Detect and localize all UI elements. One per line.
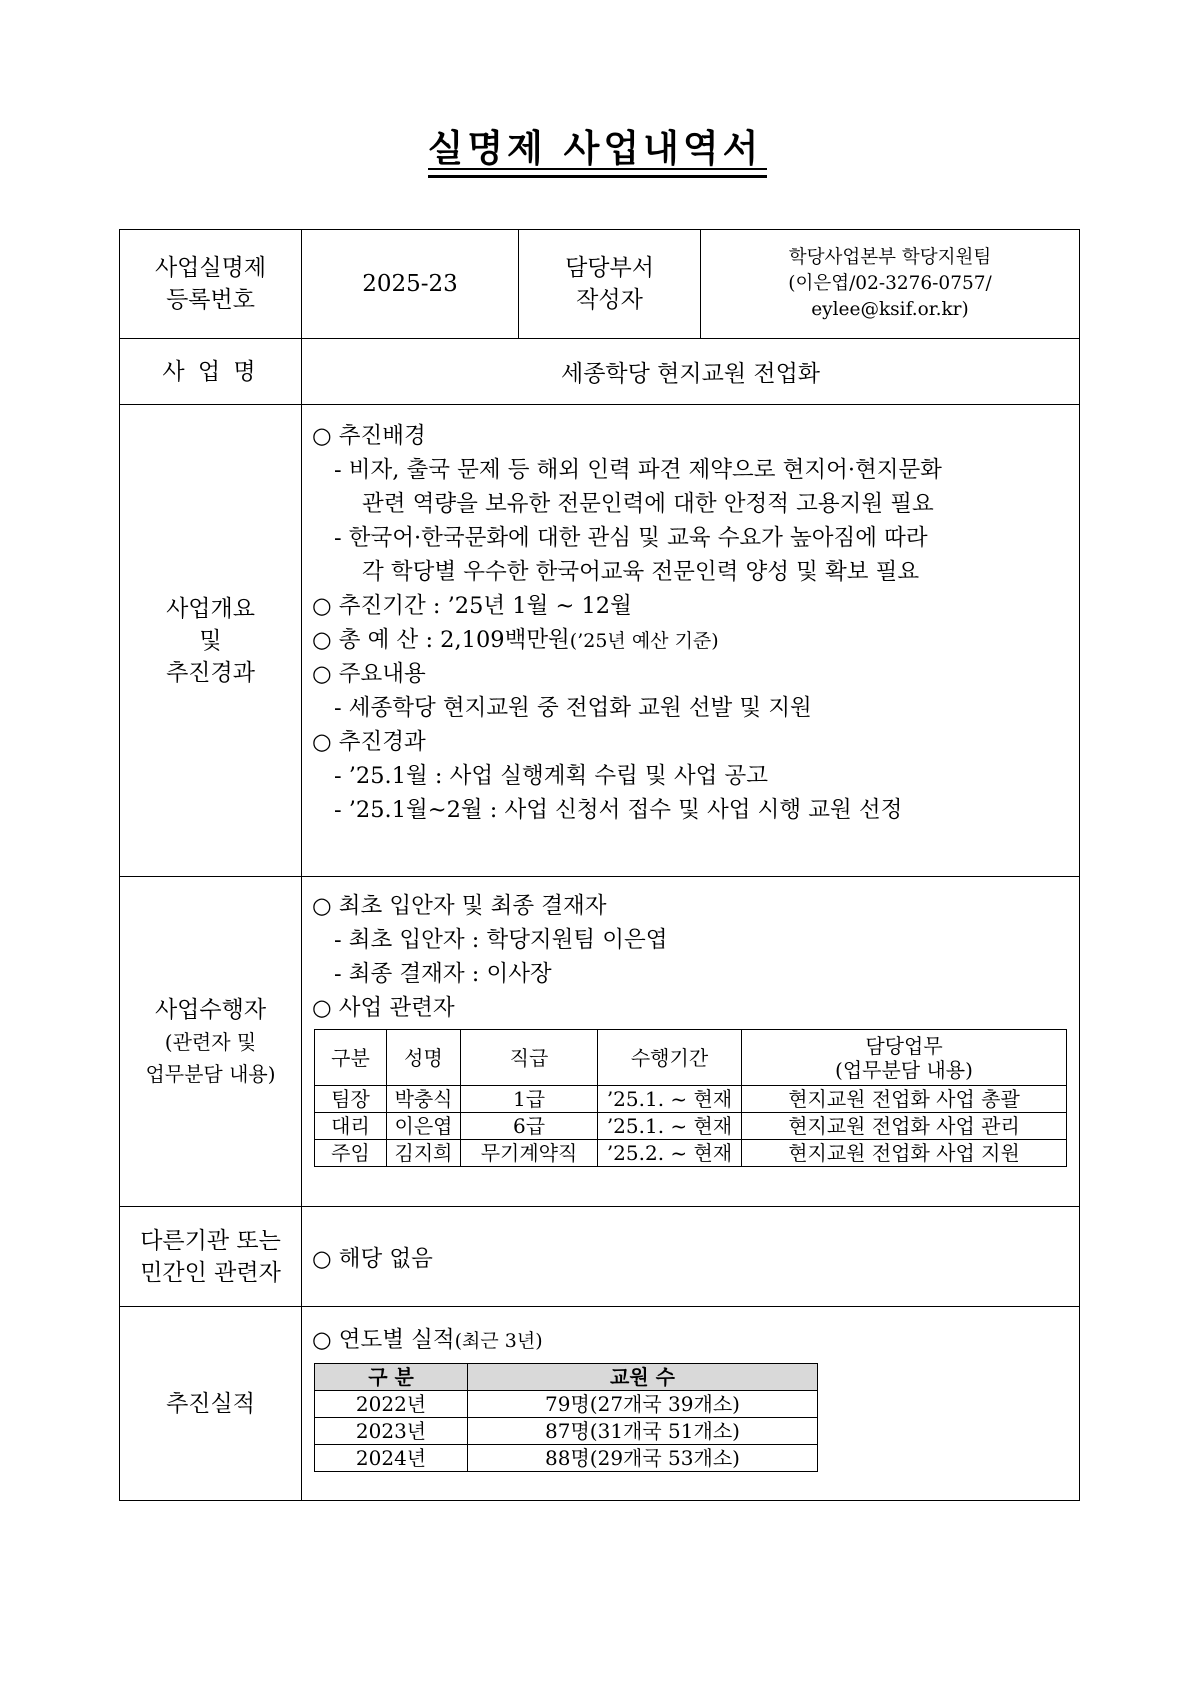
page-title: 실명제 사업내역서: [427, 127, 763, 170]
department-line-2: (이은엽/02-3276-0757/: [788, 273, 992, 294]
table-cell: 주임: [315, 1140, 387, 1167]
performer-label-cell: [120, 877, 302, 1207]
overview-label-cell: [120, 405, 302, 877]
table-row: [315, 1391, 818, 1418]
performer-label-2: (관련자 및: [164, 1029, 257, 1054]
table-cell: 대리: [315, 1113, 387, 1140]
department-line-1: 학당사업본부 학당지원팀: [788, 247, 992, 268]
table-cell: 79명(27개국 39개소): [468, 1391, 818, 1418]
department-info-cell: [701, 230, 1080, 339]
title-underline-thick: [428, 175, 767, 178]
overview-line: ○ 추진기간 : ’25년 1월 ~ 12월: [312, 593, 632, 619]
overview-line: - 비자, 출국 문제 등 해외 인력 파견 제약으로 현지어·현지문화: [334, 457, 942, 483]
department-label-cell: [519, 230, 701, 339]
overview-line: ○ 추진경과: [312, 729, 426, 755]
staff-header: 구분: [315, 1030, 387, 1086]
table-cell: 1급: [461, 1086, 598, 1113]
staff-header: 성명: [387, 1030, 461, 1086]
registration-label-2: 등록번호: [166, 287, 255, 313]
table-row: [315, 1086, 1067, 1113]
overview-budget-note: (’25년 예산 기준): [569, 630, 719, 652]
overview-line: 각 학당별 우수한 한국어교육 전문인력 양성 및 확보 필요: [362, 559, 920, 585]
table-cell: 2022년: [315, 1391, 468, 1418]
overview-label-3: 추진경과: [166, 659, 255, 686]
overview-budget-line: [312, 623, 1069, 657]
other-label-2: 민간인 관련자: [140, 1259, 281, 1286]
results-label: 추진실적: [120, 1307, 302, 1501]
overview-line: - 한국어·한국문화에 대한 관심 및 교육 수요가 높아짐에 따라: [334, 525, 928, 551]
overview-line: 관련 역량을 보유한 전문인력에 대한 안정적 고용지원 필요: [362, 491, 934, 517]
results-table: [314, 1363, 818, 1472]
performer-content: [302, 877, 1080, 1207]
results-content: [302, 1307, 1080, 1501]
performer-label-3: 업무분담 내용): [145, 1061, 276, 1086]
overview-label-1: 사업개요: [166, 595, 255, 622]
department-line-3: eylee@ksif.or.kr): [811, 299, 969, 320]
project-name: 세종학당 현지교원 전업화: [302, 339, 1080, 405]
table-cell: 2024년: [315, 1445, 468, 1472]
overview-label-2: 및: [199, 627, 222, 654]
performer-line: - 최종 결재자 : 이사장: [334, 961, 552, 987]
table-cell: 무기계약직: [461, 1140, 598, 1167]
table-cell: ’25.2. ~ 현재: [598, 1140, 742, 1167]
other-label-1: 다른기관 또는: [140, 1227, 281, 1254]
performer-label-1: 사업수행자: [154, 996, 267, 1023]
table-row: [315, 1140, 1067, 1167]
results-heading-note: (최근 3년): [454, 1330, 543, 1352]
results-header: 구 분: [315, 1364, 468, 1391]
performer-line: ○ 최초 입안자 및 최종 결재자: [312, 893, 607, 919]
table-row: [315, 1113, 1067, 1140]
results-header: 교원 수: [468, 1364, 818, 1391]
results-heading: ○ 연도별 실적: [312, 1327, 455, 1353]
staff-table-header-row: [315, 1030, 1067, 1086]
department-label-2: 작성자: [576, 287, 643, 313]
overview-line: - 세종학당 현지교원 중 전업화 교원 선발 및 지원: [334, 695, 812, 721]
table-cell: 6급: [461, 1113, 598, 1140]
staff-header: 담당업무: [865, 1033, 943, 1058]
table-cell: 현지교원 전업화 사업 총괄: [742, 1086, 1067, 1113]
other-label-cell: [120, 1207, 302, 1307]
table-cell: 이은엽: [387, 1113, 461, 1140]
table-cell: 현지교원 전업화 사업 관리: [742, 1113, 1067, 1140]
overview-line: - ’25.1월~2월 : 사업 신청서 접수 및 사업 시행 교원 선정: [334, 797, 903, 823]
table-cell: 87명(31개국 51개소): [468, 1418, 818, 1445]
table-row: [315, 1418, 818, 1445]
registration-number: 2025-23: [302, 230, 519, 339]
staff-header: 직급: [461, 1030, 598, 1086]
table-cell: 현지교원 전업화 사업 지원: [742, 1140, 1067, 1167]
staff-header-duty: [742, 1030, 1067, 1086]
overview-line: ○ 추진배경: [312, 423, 426, 449]
staff-header: (업무분담 내용): [835, 1057, 973, 1082]
table-cell: 88명(29개국 53개소): [468, 1445, 818, 1472]
table-cell: ’25.1. ~ 현재: [598, 1113, 742, 1140]
performer-line: - 최초 입안자 : 학당지원팀 이은엽: [334, 927, 668, 953]
other-content: ○ 해당 없음: [302, 1207, 1080, 1307]
table-row: [315, 1445, 818, 1472]
title-underline: [428, 168, 767, 170]
project-form-table: [119, 229, 1080, 1501]
registration-label-cell: [120, 230, 302, 339]
staff-table: [314, 1029, 1067, 1167]
registration-label-1: 사업실명제: [154, 255, 267, 281]
project-name-label: 사 업 명: [120, 339, 302, 405]
overview-line: - ’25.1월 : 사업 실행계획 수립 및 사업 공고: [334, 763, 768, 789]
performer-line: ○ 사업 관련자: [312, 995, 455, 1021]
table-cell: 팀장: [315, 1086, 387, 1113]
table-cell: 박충식: [387, 1086, 461, 1113]
table-cell: ’25.1. ~ 현재: [598, 1086, 742, 1113]
results-table-header-row: [315, 1364, 818, 1391]
overview-line: ○ 주요내용: [312, 661, 426, 687]
table-cell: 김지희: [387, 1140, 461, 1167]
table-cell: 2023년: [315, 1418, 468, 1445]
staff-header: 수행기간: [598, 1030, 742, 1086]
overview-budget: ○ 총 예 산 : 2,109백만원: [312, 627, 570, 653]
results-heading-line: [312, 1323, 1069, 1357]
department-label-1: 담당부서: [565, 255, 654, 281]
overview-content: [302, 405, 1080, 877]
